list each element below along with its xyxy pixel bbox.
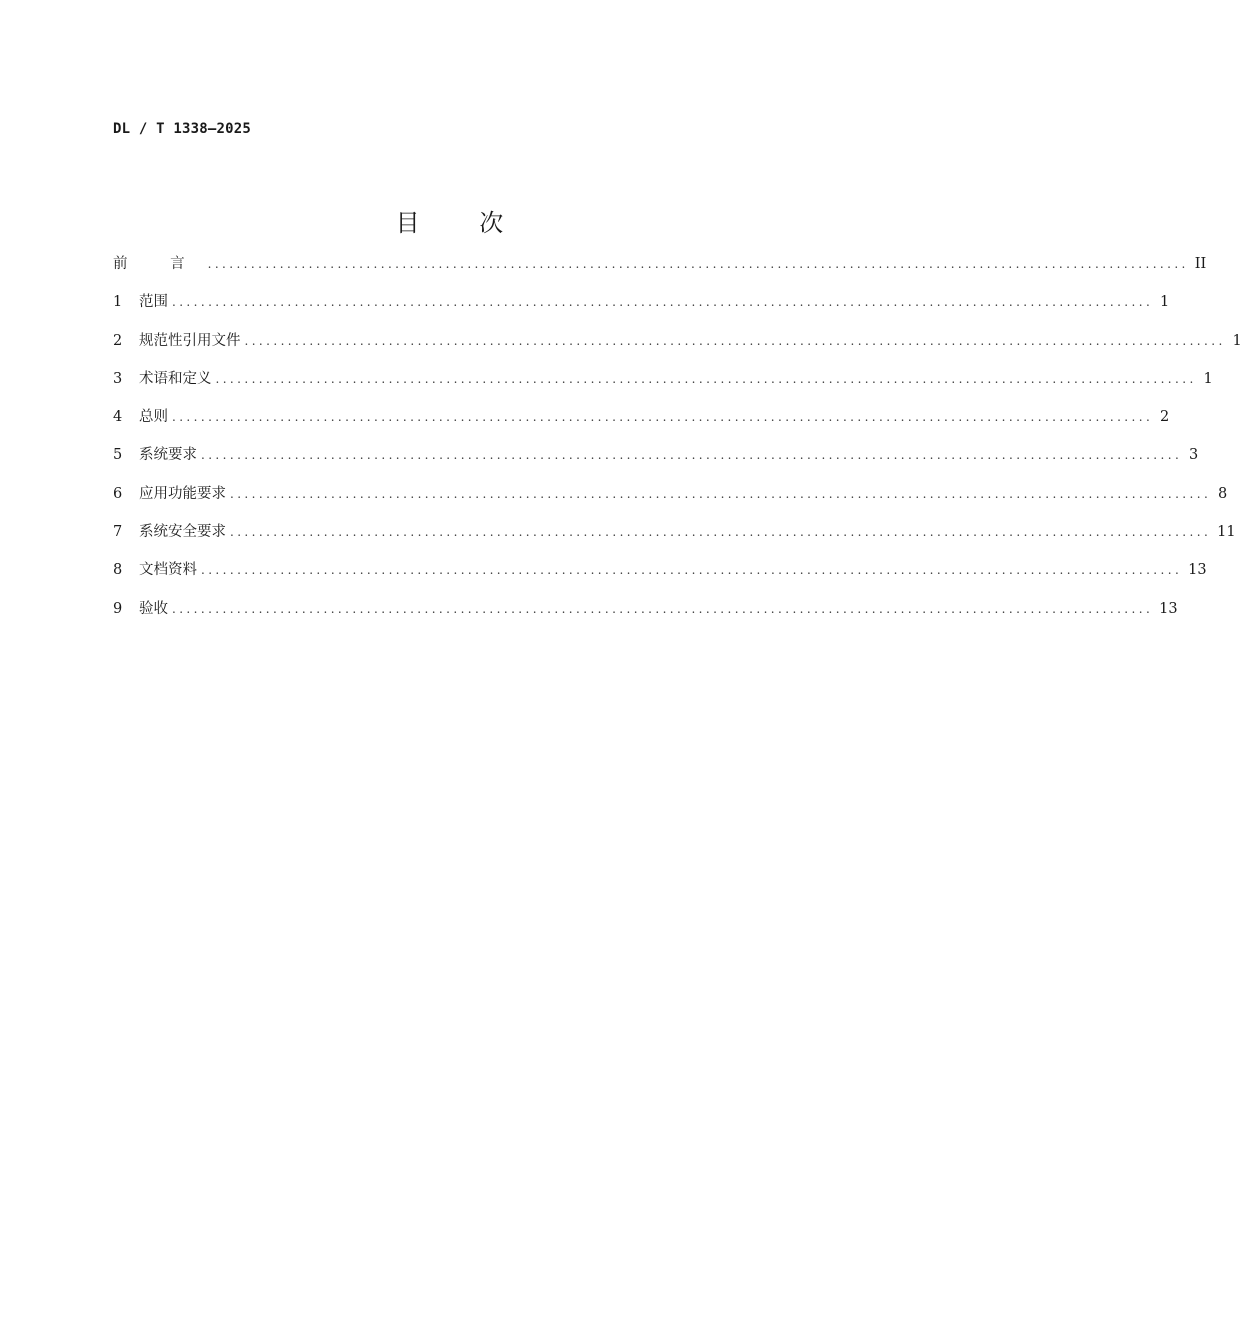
toc-dot-leader: ........................................................................................................................................ [201, 563, 1183, 578]
toc-entry-number: 4 [113, 409, 123, 426]
toc-entry-label: 前 言 [113, 256, 204, 272]
toc-dot-leader: ........................................................................................................................................ [207, 257, 1189, 271]
toc-entry-page: 13 [1188, 562, 1207, 579]
toc-list [113, 252, 1242, 635]
toc-dot-leader: ........................................................................................................................................ [230, 486, 1212, 501]
standard-code: DL / T 1338—2025 [113, 121, 252, 137]
toc-entry-page: 11 [1217, 524, 1236, 541]
toc-entry-label: 术语和定义 [139, 370, 212, 387]
toc-entry-9[interactable] [113, 597, 1178, 635]
toc-dot-leader: ........................................................................................................................................ [215, 371, 1197, 386]
toc-dot-leader: ........................................................................................................................................ [201, 448, 1183, 463]
toc-entry-number: 6 [113, 485, 123, 502]
toc-entry-1[interactable] [113, 290, 1170, 328]
toc-title: 目 次 [395, 209, 530, 237]
toc-entry-page: II [1194, 256, 1207, 272]
toc-entry-6[interactable] [113, 482, 1228, 520]
toc-entry-number: 7 [113, 524, 123, 541]
toc-entry-number: 9 [113, 600, 123, 617]
toc-entry-label: 文档资料 [139, 562, 197, 579]
toc-entry-page: 1 [1159, 294, 1170, 311]
toc-entry-3[interactable] [113, 367, 1213, 405]
toc-entry-page: 8 [1217, 485, 1228, 502]
toc-entry-page: 1 [1203, 370, 1213, 387]
toc-entry-2[interactable] [113, 329, 1242, 367]
toc-entry-4[interactable] [113, 405, 1170, 443]
toc-entry-8[interactable] [113, 558, 1207, 596]
toc-entry-7[interactable] [113, 520, 1236, 558]
toc-entry-page: 13 [1159, 600, 1178, 617]
toc-dot-leader: ........................................................................................................................................ [244, 333, 1226, 348]
toc-entry-number: 5 [113, 447, 123, 464]
toc-entry-page: 3 [1188, 447, 1199, 464]
toc-dot-leader: ........................................................................................................................................ [230, 525, 1212, 540]
toc-entry-number: 1 [113, 294, 123, 311]
toc-entry-label: 应用功能要求 [139, 485, 226, 502]
toc-entry-page: 2 [1159, 409, 1170, 426]
toc-entry-label: 规范性引用文件 [139, 332, 241, 349]
toc-dot-leader: ........................................................................................................................................ [172, 295, 1154, 310]
toc-entry-number: 8 [113, 562, 123, 579]
toc-dot-leader: ........................................................................................................................................ [172, 601, 1154, 616]
toc-entry-label: 验收 [139, 600, 168, 617]
toc-entry-number: 2 [113, 332, 123, 349]
toc-entry-label: 总则 [139, 409, 168, 426]
toc-entry-label: 系统安全要求 [139, 524, 226, 541]
toc-entry-label: 范围 [139, 294, 168, 311]
toc-entry-page: 1 [1232, 332, 1242, 349]
toc-entry-foreword[interactable] [113, 252, 1207, 290]
toc-entry-5[interactable] [113, 443, 1199, 481]
toc-dot-leader: ........................................................................................................................................ [172, 410, 1154, 425]
toc-entry-label: 系统要求 [139, 447, 197, 464]
toc-entry-number: 3 [113, 370, 123, 387]
